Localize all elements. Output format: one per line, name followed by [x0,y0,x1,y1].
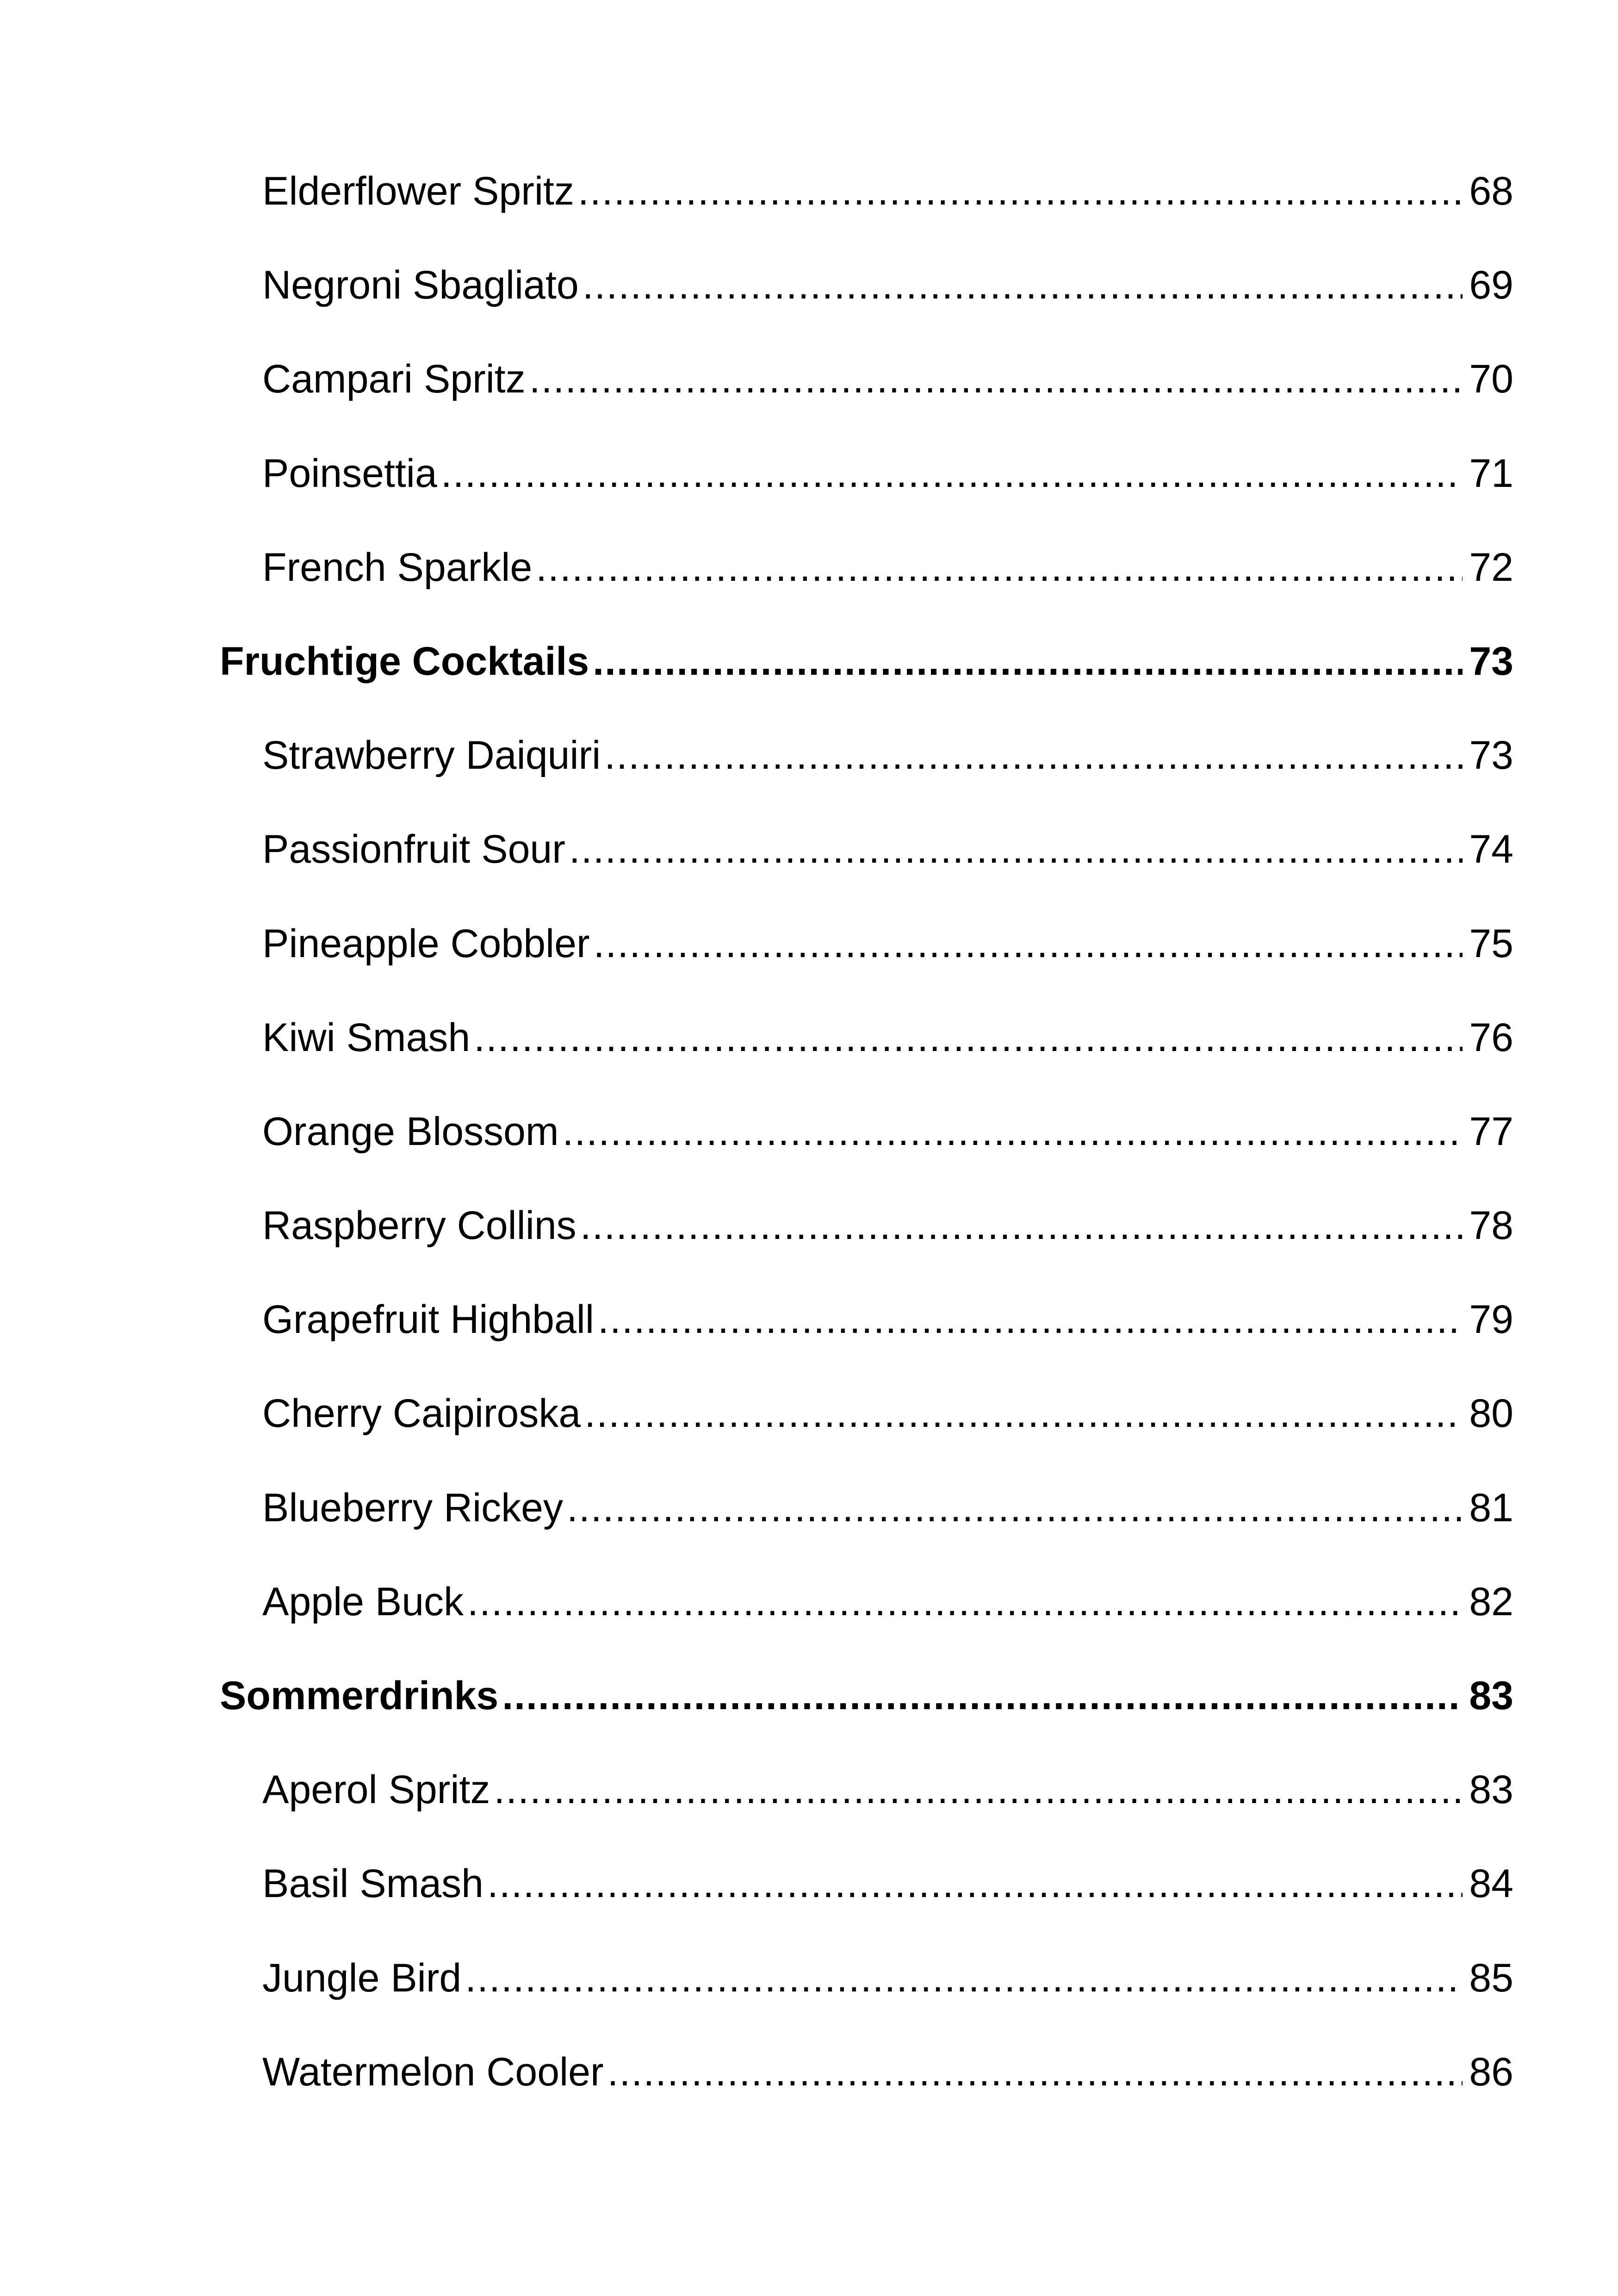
toc-dot-leader [465,1931,1463,2025]
toc-entry-row[interactable] [220,803,1513,896]
toc-entry-row[interactable] [220,521,1513,615]
toc-dot-leader [583,238,1463,332]
toc-entry-row[interactable] [220,1367,1513,1461]
toc-entry-title: Pineapple Cobbler [262,921,590,966]
toc-entry-row[interactable] [220,1837,1513,1931]
toc-page-number: 82 [1469,1579,1513,1624]
toc-entry-title: Elderflower Spritz [262,169,574,213]
toc-page-number: 85 [1469,1955,1513,2000]
toc-dot-leader [594,897,1463,991]
toc-entry-title: Aperol Spritz [262,1767,490,1812]
toc-entry-row[interactable] [220,897,1513,991]
toc-entry-row[interactable] [220,1555,1513,1649]
toc-page-number: 71 [1469,451,1513,496]
toc-page-number: 68 [1469,169,1513,213]
toc-entry-row[interactable] [220,427,1513,521]
toc-entry-row[interactable] [220,1743,1513,1837]
toc-section-row[interactable] [220,1649,1513,1743]
toc-page-number: 86 [1469,2049,1513,2094]
toc-dot-leader [441,427,1463,521]
toc-page-number: 72 [1469,545,1513,590]
toc-entry-row[interactable] [220,1461,1513,1555]
toc-dot-leader [593,615,1463,709]
toc-page-number: 76 [1469,1015,1513,1060]
toc-page-number: 84 [1469,1861,1513,1906]
toc-entry-title: Negroni Sbagliato [262,263,579,308]
toc-entry-title: Apple Buck [262,1579,464,1624]
toc-dot-leader [578,144,1463,238]
toc-page-number: 69 [1469,263,1513,308]
toc-dot-leader [487,1837,1463,1931]
toc-section-title: Fruchtige Cocktails [220,639,589,684]
toc-page-number: 83 [1469,1767,1513,1812]
toc-entry-title: Jungle Bird [262,1955,462,2000]
toc-page-number: 78 [1469,1203,1513,1248]
toc-entry-row[interactable] [220,709,1513,803]
toc-section-row[interactable] [220,615,1513,709]
table-of-contents [220,144,1513,2119]
toc-dot-leader [502,1649,1463,1743]
toc-page-number: 73 [1469,733,1513,778]
toc-entry-row[interactable] [220,144,1513,238]
toc-page-number: 81 [1469,1485,1513,1530]
toc-dot-leader [604,709,1463,803]
toc-entry-title: Watermelon Cooler [262,2049,604,2094]
toc-dot-leader [474,991,1463,1085]
toc-dot-leader [563,1085,1463,1179]
toc-page-number: 75 [1469,921,1513,966]
toc-entry-row[interactable] [220,1273,1513,1367]
toc-dot-leader [598,1273,1463,1367]
toc-entry-title: French Sparkle [262,545,533,590]
toc-entry-title: Poinsettia [262,451,437,496]
toc-page-number: 79 [1469,1297,1513,1342]
toc-entry-title: Basil Smash [262,1861,484,1906]
toc-entry-row[interactable] [220,2025,1513,2119]
toc-dot-leader [584,1367,1463,1461]
toc-entry-title: Passionfruit Sour [262,827,565,872]
toc-entry-row[interactable] [220,991,1513,1085]
toc-entry-title: Campari Spritz [262,357,526,402]
toc-page-number: 80 [1469,1391,1513,1436]
toc-entry-title: Kiwi Smash [262,1015,471,1060]
toc-entry-title: Blueberry Rickey [262,1485,563,1530]
toc-entry-row[interactable] [220,332,1513,426]
toc-entry-title: Orange Blossom [262,1109,559,1154]
toc-section-title: Sommerdrinks [220,1674,499,1718]
toc-entry-row[interactable] [220,1931,1513,2025]
toc-dot-leader [567,1461,1463,1555]
toc-dot-leader [467,1555,1463,1649]
toc-page-number: 77 [1469,1109,1513,1154]
toc-dot-leader [608,2025,1463,2119]
toc-dot-leader [529,332,1463,426]
toc-entry-row[interactable] [220,1179,1513,1273]
toc-dot-leader [569,803,1463,896]
toc-dot-leader [536,521,1463,615]
toc-page-number: 70 [1469,357,1513,402]
toc-dot-leader [494,1743,1463,1837]
toc-page-number: 74 [1469,827,1513,872]
toc-page-number: 83 [1469,1674,1513,1718]
toc-entry-title: Strawberry Daiquiri [262,733,601,778]
toc-entry-row[interactable] [220,1085,1513,1179]
toc-entry-title: Cherry Caipiroska [262,1391,581,1436]
toc-entry-row[interactable] [220,238,1513,332]
toc-page-number: 73 [1469,639,1513,684]
toc-entry-title: Grapefruit Highball [262,1297,595,1342]
toc-dot-leader [580,1179,1463,1273]
toc-entry-title: Raspberry Collins [262,1203,577,1248]
